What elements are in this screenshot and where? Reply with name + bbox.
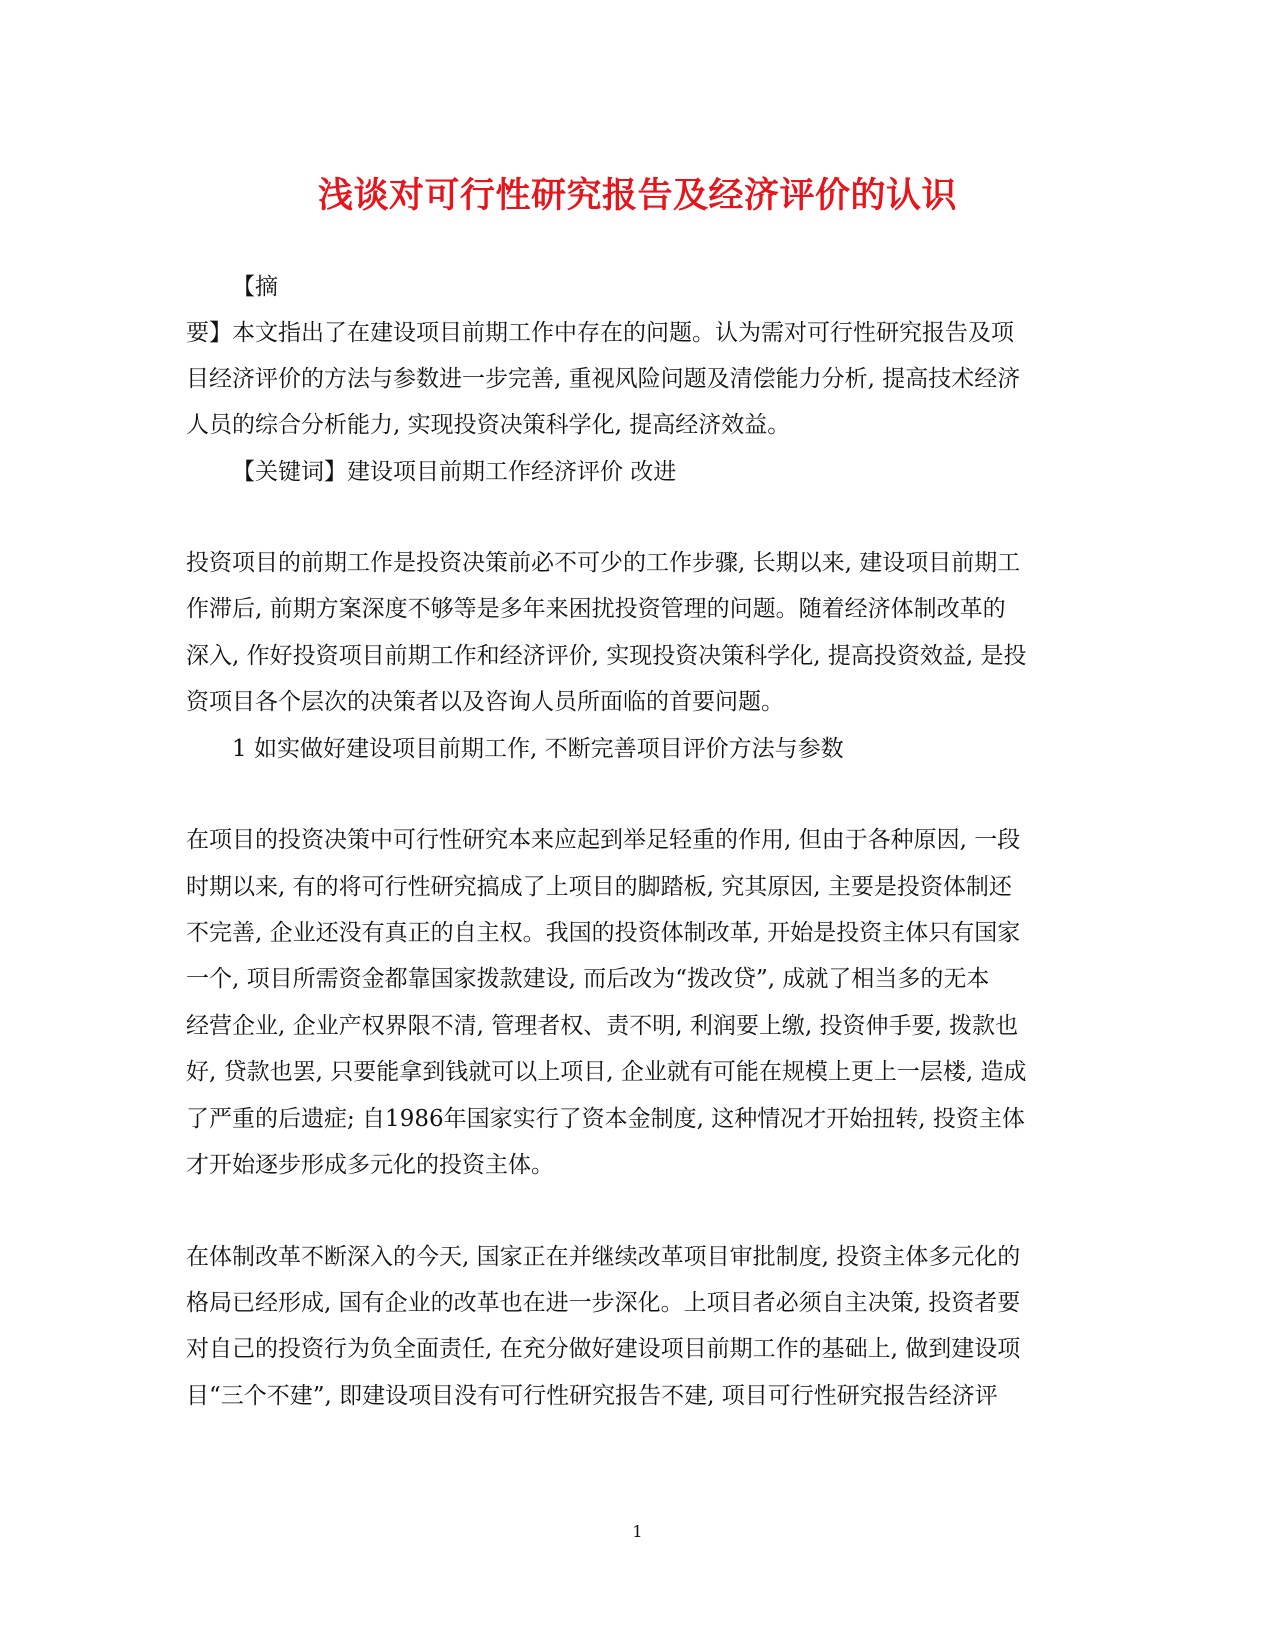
paragraph-line: 时期以来, 有的将可行性研究搞成了上项目的脚踏板, 究其原因, 主要是投资体制还 [186,874,1012,900]
paragraph-line: 目“三个不建”, 即建设项目没有可行性研究报告不建, 项目可行性研究报告经济评 [186,1383,998,1409]
paragraph-line: 在项目的投资决策中可行性研究本来应起到举足轻重的作用, 但由于各种原因, 一段 [186,827,1021,853]
paragraph-line: 一个, 项目所需资金都靠国家拨款建设, 而后改为“拨改贷”, 成就了相当多的无本 [186,966,990,992]
paragraph-line: 深入, 作好投资项目前期工作和经济评价, 实现投资决策科学化, 提高投资效益, 是投 [186,643,1027,669]
paragraph-line: 好, 贷款也罢, 只要能拿到钱就可以上项目, 企业就有可能在规模上更上一层楼, 造成 [186,1059,1027,1085]
paragraph-line: 了严重的后遗症; 自1986年国家实行了资本金制度, 这种情况才开始扭转, 投资主体 [186,1106,1025,1132]
paragraph-line: 对自己的投资行为负全面责任, 在充分做好建设项目前期工作的基础上, 做到建设项 [186,1336,1021,1362]
paragraph-line: 资项目各个层次的决策者以及咨询人员所面临的首要问题。 [186,689,784,715]
abstract-label: 【摘 [232,274,278,300]
document-title: 浅谈对可行性研究报告及经济评价的认识 [317,175,957,216]
abstract-line: 人员的综合分析能力, 实现投资决策科学化, 提高经济效益。 [186,412,791,438]
paragraph-line: 投资项目的前期工作是投资决策前必不可少的工作步骤, 长期以来, 建设项目前期工 [186,550,1021,576]
abstract-line: 要】本文指出了在建设项目前期工作中存在的问题。认为需对可行性研究报告及项 [186,320,1014,346]
keywords-line: 【关键词】建设项目前期工作经济评价 改进 [232,459,677,485]
paragraph-line: 才开始逐步形成多元化的投资主体。 [186,1152,554,1178]
abstract-line: 目经济评价的方法与参数进一步完善, 重视风险问题及清偿能力分析, 提高技术经济 [186,366,1021,392]
paragraph-line: 作滞后, 前期方案深度不够等是多年来困扰投资管理的问题。随着经济体制改革的 [186,596,1006,622]
paragraph-line: 格局已经形成, 国有企业的改革也在进一步深化。上项目者必须自主决策, 投资者要 [186,1290,1021,1316]
paragraph-line: 在体制改革不断深入的今天, 国家正在并继续改革项目审批制度, 投资主体多元化的 [186,1244,1021,1270]
paragraph-line: 经营企业, 企业产权界限不清, 管理者权、责不明, 利润要上缴, 投资伸手要, 拨款也 [186,1013,1019,1039]
section-heading: 1 如实做好建设项目前期工作, 不断完善项目评价方法与参数 [232,736,844,762]
page-number: 1 [632,1522,643,1541]
paragraph-line: 不完善, 企业还没有真正的自主权。我国的投资体制改革, 开始是投资主体只有国家 [186,920,1021,946]
